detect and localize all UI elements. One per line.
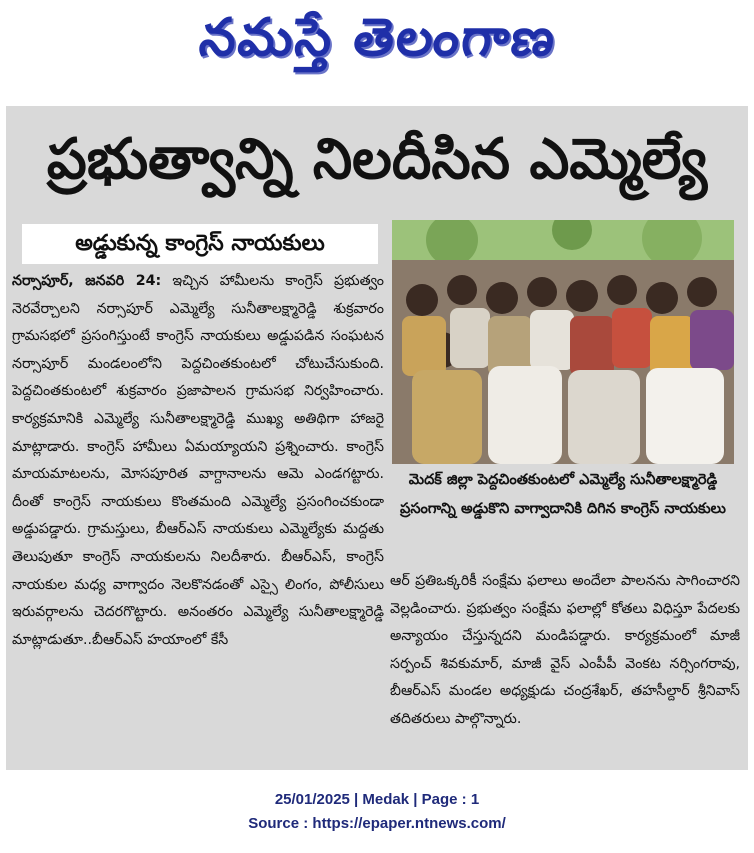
article-body-right-column: ఆర్ ప్రతిఒక్కరికీ సంక్షేమ ఫలాలు అందేలా పాలనను సాగించారని వెల్లడించారు. ప్రభుత్వం సంక్షేమ ఫలాల్లో కోతలు విధిస్తూ పేదలకు అన్యాయం చేస్తున్నదని మండిపడ్డారు. కార్యక్రమంలో మాజీ సర్పంచ్ శివకుమార్, మాజీ వైస్ ఎంపీపీ వెంకట నర్సింగరావు, బీఆర్ఎస్ మండల అధ్యక్షుడు చంద్రశేఖర్, తహసీల్దార్ శ్రీనివాస్ తదితరులు పాల్గొన్నారు. [390, 573, 740, 727]
newspaper-logo: నమస్తే తెలంగాణ [196, 8, 560, 68]
footer-source-link[interactable]: Source : https://epaper.ntnews.com/ [248, 815, 506, 832]
article-subheadline: అడ్డుకున్న కాంగ్రెస్ నాయకులు [22, 224, 378, 264]
crowd-photo-illustration [392, 220, 734, 464]
article-headline: ప్రభుత్వాన్ని నిలదీసిన ఎమ్మెల్యే [46, 127, 708, 192]
article-dateline: నర్సాపూర్, జనవరి 24: [12, 273, 162, 289]
page-footer [0, 788, 754, 836]
article-photo [392, 220, 734, 464]
masthead [0, 0, 754, 92]
photo-caption: మెదక్ జిల్లా పెద్దచింతకుంటలో ఎమ్మెల్యే సునీతాలక్ష్మారెడ్డి ప్రసంగాన్ని అడ్డుకొని వాగ్వాదానికి దిగిన కాంగ్రెస్ నాయకులు [400, 472, 726, 517]
article-body-left-column [12, 268, 384, 764]
article-body-left-text: ఇచ్చిన హామీలను కాంగ్రెస్ ప్రభుత్వం నెరవేర్చాలని నర్సాపూర్ ఎమ్మెల్యే సునీతాలక్ష్మారెడ్డి శుక్రవారం గ్రామసభలో ప్రసంగిస్తుంటే కాంగ్రెస్ నాయకులు అడ్డుపడిన సంఘటన నర్సాపూర్ మండలంలోని పెద్దచింతకుంటలో చోటుచేసుకుంది. పెద్దచింతకుంటలో శుక్రవారం ప్రజాపాలన గ్రామసభ నిర్వహించారు. కార్యక్రమానికి ఎమ్మెల్యే సునీతాలక్ష్మారెడ్డి ముఖ్య అతిథిగా హాజరై మాట్లాడారు. కాంగ్రెస్ హామీలు ఏమయ్యాయని ప్రశ్నించారు. కాంగ్రెస్ మాయమాటలను, మోసపూరిత వాగ్దానాలను ఆమె ఎండగట్టారు. దీంతో కాంగ్రెస్ నాయకులు కొంతమంది ఎమ్మెల్యే ప్రసంగించకుండా అడ్డుపడ్డారు. గ్రామస్తులు, బీఆర్ఎస్ నాయకులు ఎమ్మెల్యేకు మద్దతు తెలుపుతూ కాంగ్రెస్ నాయకులను నిలదీశారు. బీఆర్ఎస్, కాంగ్రెస్ నాయకుల మధ్య వాగ్వాదం నెలకొనడంతో ఎస్సై లింగం, పోలీసులు ఇరువర్గాలను చెదరగొట్టారు. అనంతరం ఎమ్మెల్యే సునీతాలక్ష్మారెడ్డి మాట్లాడుతూ..బీఆర్ఎస్ హయాంలో కేసీ [12, 273, 384, 648]
footer-edition-info: 25/01/2025 | Medak | Page : 1 [274, 791, 480, 808]
